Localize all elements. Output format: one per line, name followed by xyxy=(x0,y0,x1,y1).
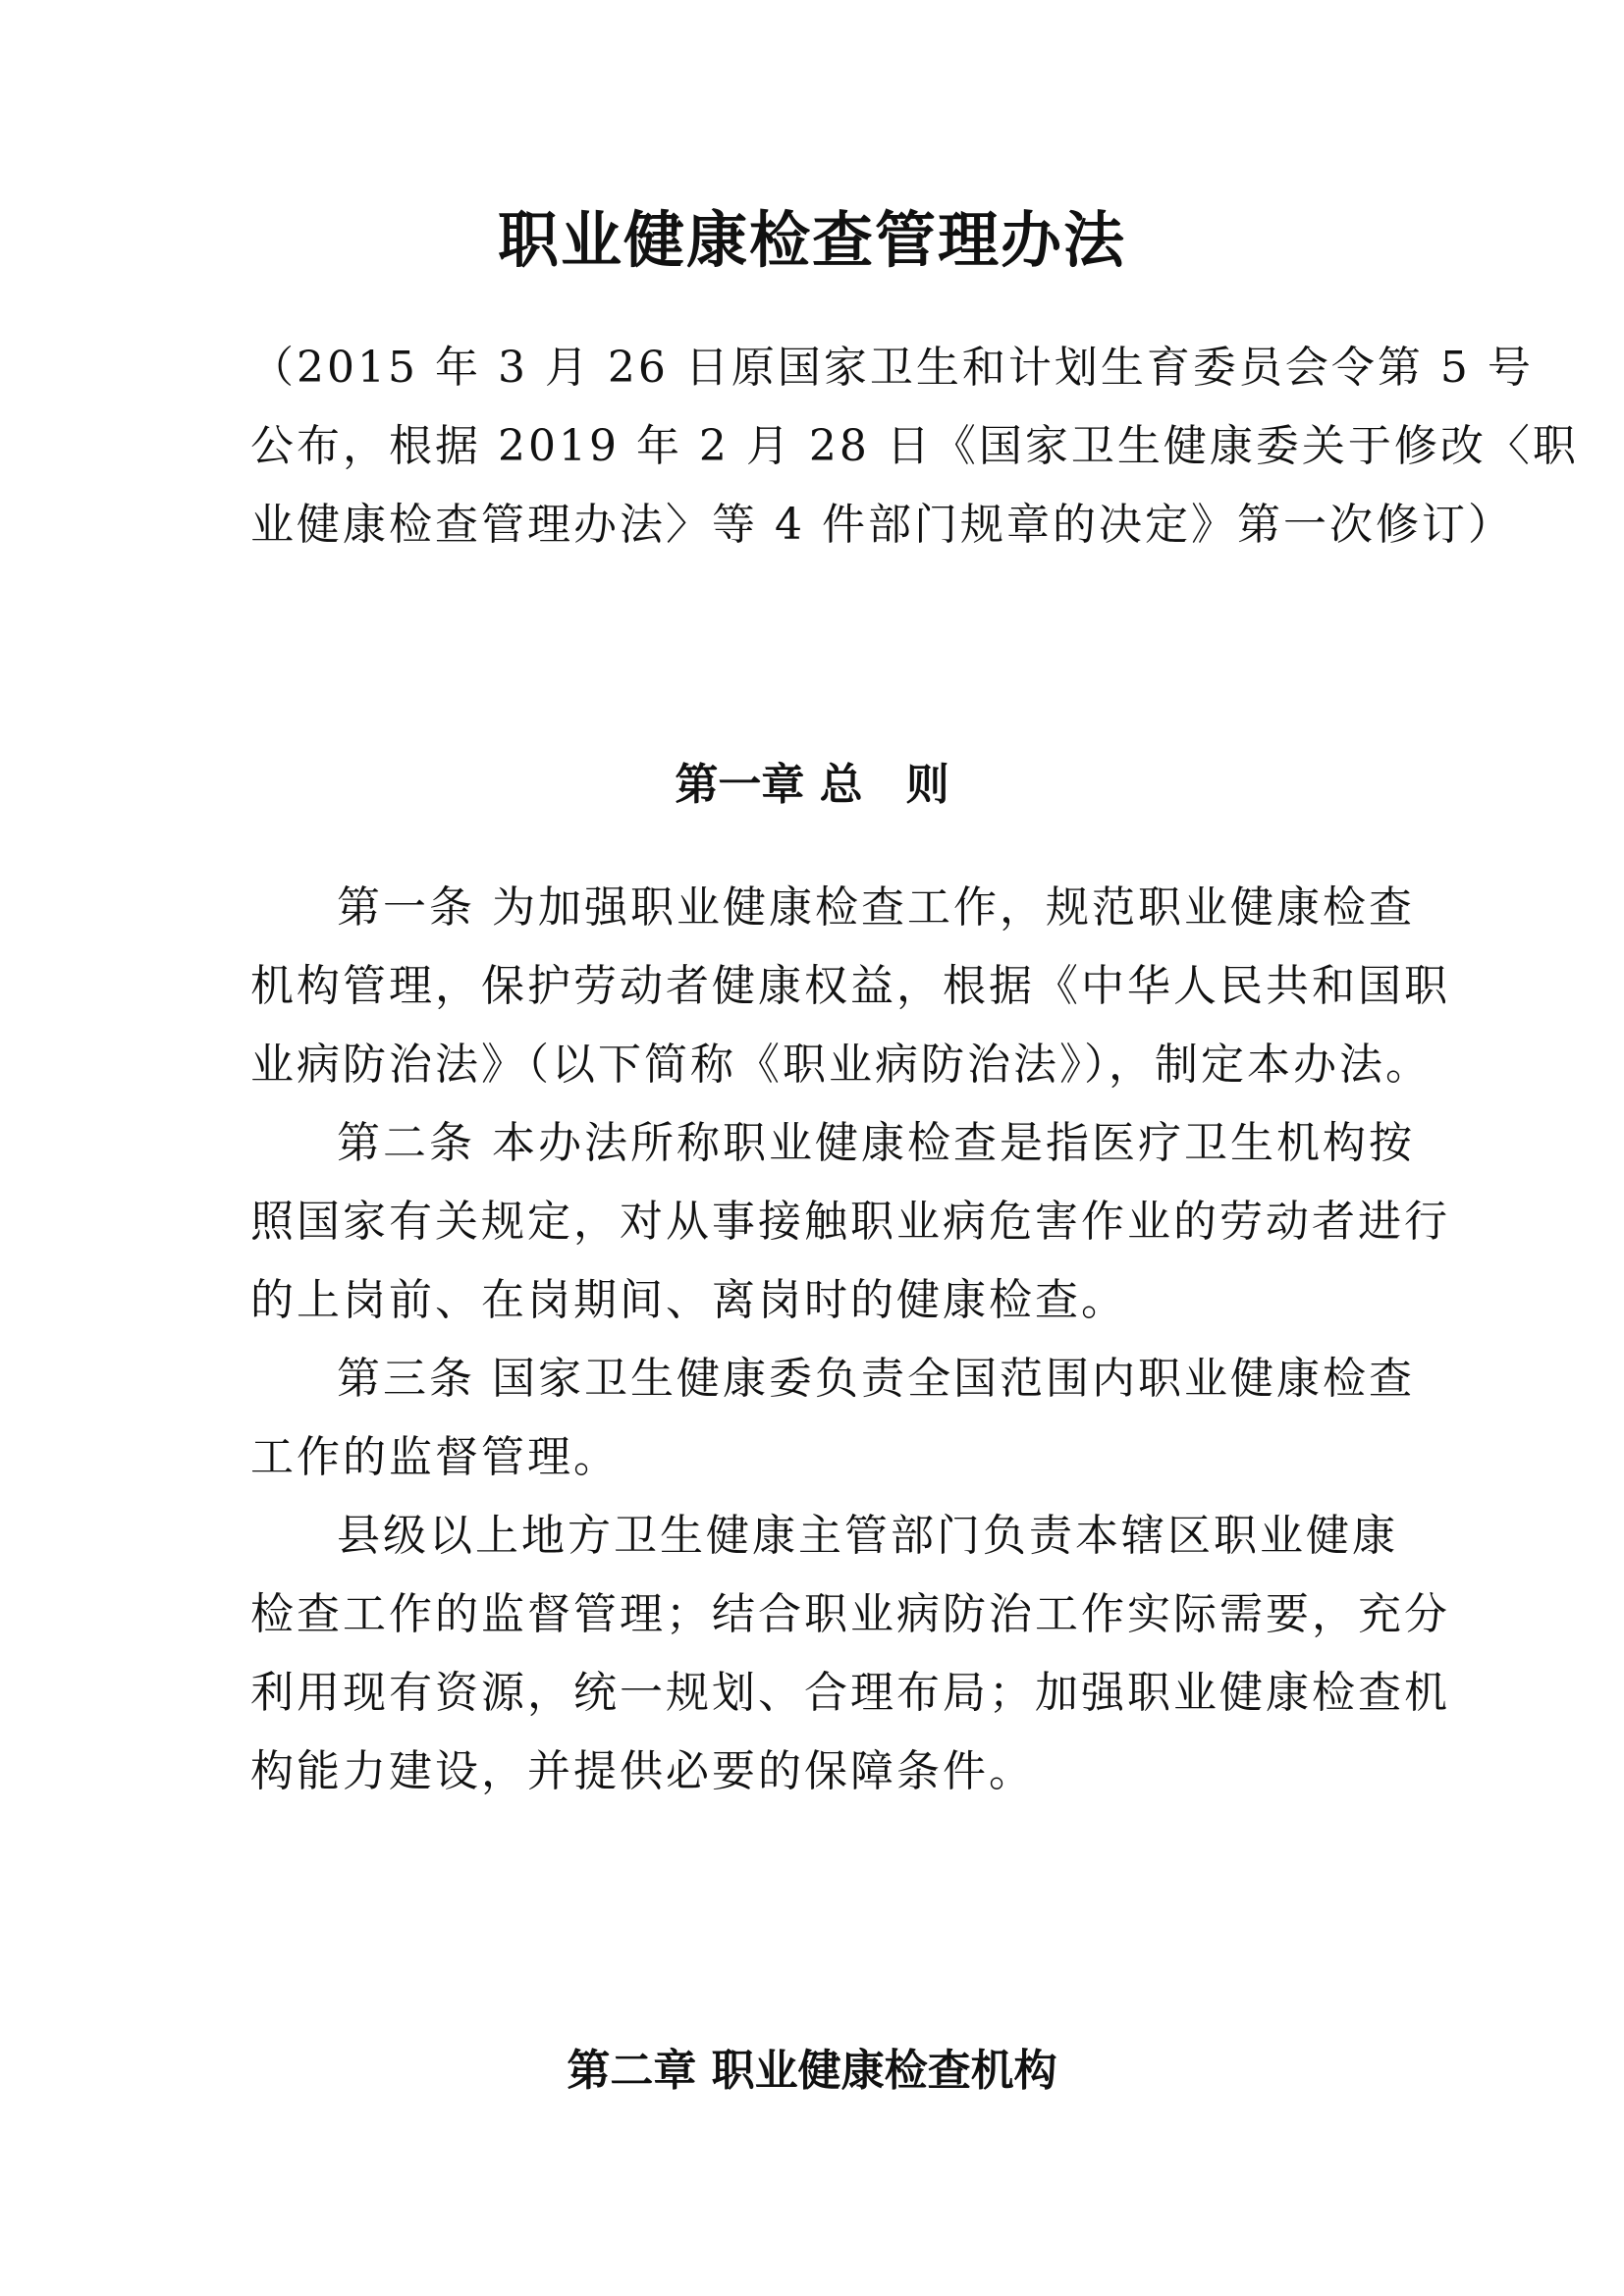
paragraph-line: 照国家有关规定，对从事接触职业病危害作业的劳动者进行 xyxy=(250,1197,1450,1247)
subtitle-line: 业健康检查管理办法〉等 4 件部门规章的决定》第一次修订） xyxy=(250,500,1514,550)
paragraph-line: 第二条 本办法所称职业健康检查是指医疗卫生机构按 xyxy=(337,1118,1415,1168)
document-subtitle xyxy=(250,329,1579,564)
chapter-heading-1: 第一章 总 则 xyxy=(675,760,949,810)
paragraph-line: 机构管理，保护劳动者健康权益，根据《中华人民共和国职 xyxy=(250,961,1450,1011)
paragraph-line: 构能力建设，并提供必要的保障条件。 xyxy=(250,1746,1035,1796)
article-3-clause-2 xyxy=(250,1497,1450,1811)
article-2 xyxy=(250,1104,1450,1340)
paragraph-line: 检查工作的监督管理；结合职业病防治工作实际需要，充分 xyxy=(250,1589,1450,1639)
document-body xyxy=(250,869,1450,1811)
chapter-heading-2: 第二章 职业健康检查机构 xyxy=(567,2046,1057,2096)
subtitle-line: 公布，根据 2019 年 2 月 28 日《国家卫生健康委关于修改〈职 xyxy=(250,421,1579,471)
article-1 xyxy=(250,869,1450,1104)
document-title: 职业健康检查管理办法 xyxy=(497,204,1126,276)
paragraph-line: 工作的监督管理。 xyxy=(250,1432,620,1482)
paragraph-line: 县级以上地方卫生健康主管部门负责本辖区职业健康 xyxy=(337,1511,1398,1561)
paragraph-line: 第一条 为加强职业健康检查工作，规范职业健康检查 xyxy=(337,882,1415,933)
paragraph-line: 利用现有资源，统一规划、合理布局；加强职业健康检查机 xyxy=(250,1668,1450,1718)
paragraph-line: 的上岗前、在岗期间、离岗时的健康检查。 xyxy=(250,1275,1127,1325)
subtitle-line: （2015 年 3 月 26 日原国家卫生和计划生育委员会令第 5 号 xyxy=(250,343,1534,393)
article-3 xyxy=(250,1340,1415,1497)
paragraph-line: 第三条 国家卫生健康委负责全国范围内职业健康检查 xyxy=(337,1354,1415,1404)
paragraph-line: 业病防治法》（以下简称《职业病防治法》），制定本办法。 xyxy=(250,1040,1432,1090)
